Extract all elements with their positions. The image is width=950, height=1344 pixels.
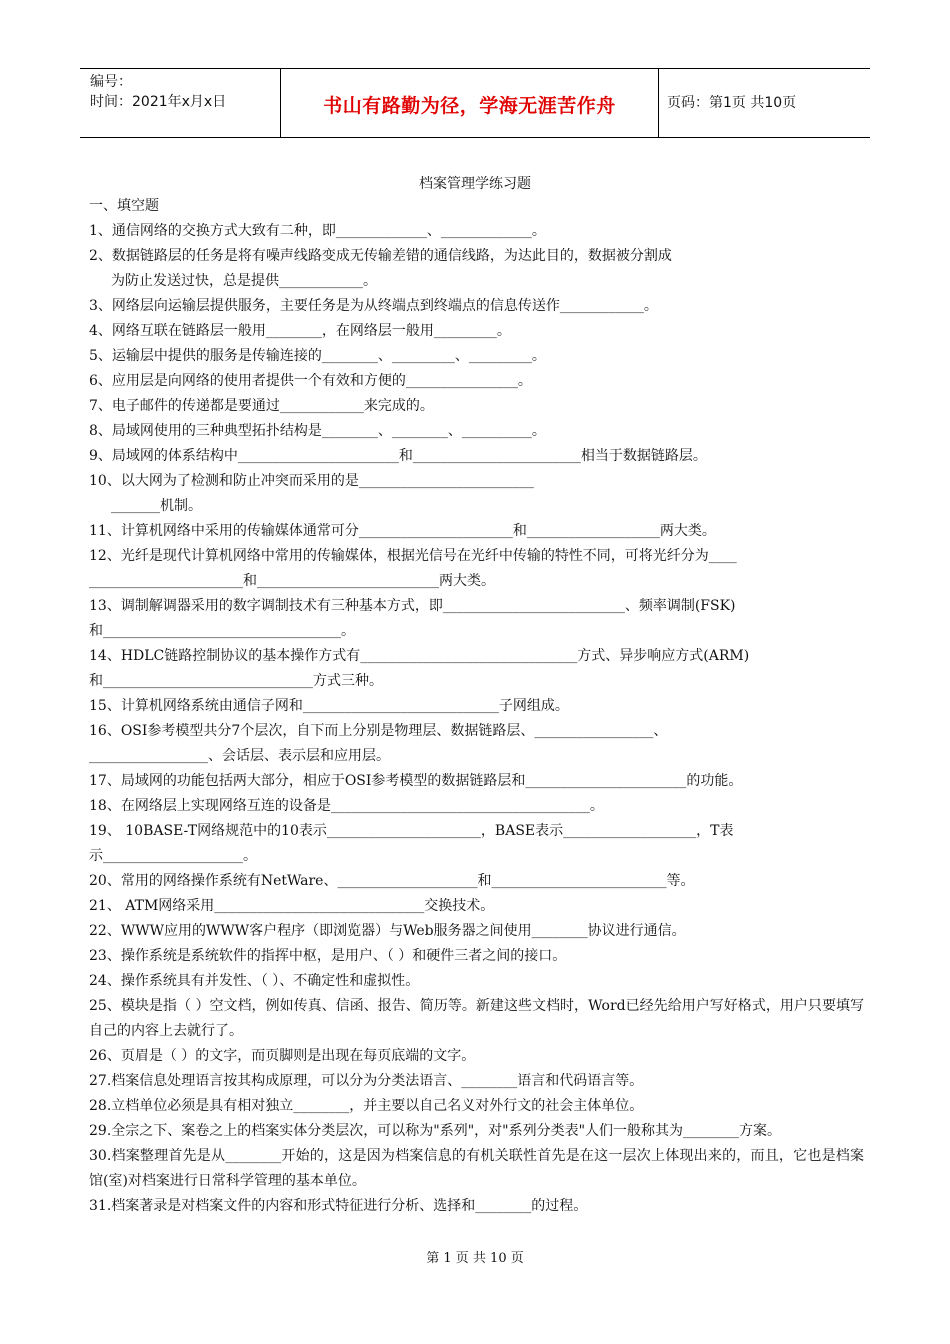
question-item: 18、在网络层上实现网络互连的设备是_____________________________________。 (89, 798, 604, 814)
question-item: 9、局域网的体系结构中_______________________和________________________相当于数据链路层。 (89, 448, 707, 464)
question-item: 29.全宗之下、案卷之上的档案实体分类层次，可以称为"系列"，对"系列分类表"人们一般称其为________方案。 (89, 1123, 782, 1139)
question-item-continuation: ______________________和__________________________两大类。 (89, 573, 495, 589)
question-item: 22、WWW应用的WWW客户程序（即浏览器）与Web服务器之间使用________协议进行通信。 (89, 923, 686, 939)
question-item: 3、网络层向运输层提供服务，主要任务是为从终端点到终端点的信息传送作____________。 (89, 298, 658, 314)
question-item-continuation: 和__________________________________。 (89, 623, 355, 639)
header-meta (80, 69, 280, 137)
question-item: 20、常用的网络操作系统有NetWare、____________________和_________________________等。 (89, 873, 695, 889)
header-page-info: 页码：第1页 共10页 (667, 95, 797, 111)
question-item-continuation: 为防止发送过快，总是提供____________。 (111, 273, 377, 289)
question-item: 16、OSI参考模型共分7个层次，自下而上分别是物理层、数据链路层、_________________、 (89, 723, 668, 739)
question-item: 1、通信网络的交换方式大致有二种，即_____________、_____________。 (89, 223, 546, 239)
question-item-continuation: 和______________________________方式三种。 (89, 673, 383, 689)
question-item: 12、光纤是现代计算机网络中常用的传输媒体，根据光信号在光纤中传输的特性不同，可将光纤分为____ (89, 548, 737, 564)
page-header (80, 68, 870, 138)
question-item: 2、数据链路层的任务是将有噪声线路变成无传输差错的通信线路，为达此目的，数据被分割成 (89, 248, 672, 264)
question-item: 6、应用层是向网络的使用者提供一个有效和方便的________________。 (89, 373, 532, 389)
question-item: 25、模块是指（ ）空文档，例如传真、信函、报告、简历等。新建这些文档时，Word已经先给用户写好格式，用户只要填写自己的内容上去就行了。 (89, 998, 864, 1039)
document-date-label: 时间：2021年x月x日 (90, 94, 227, 110)
question-item: 15、计算机网络系统由通信子网和____________________________子网组成。 (89, 698, 569, 714)
question-item: 31.档案著录是对档案文件的内容和形式特征进行分析、选择和________的过程。 (89, 1198, 588, 1214)
question-item-continuation: 示____________________。 (89, 848, 257, 864)
question-list (89, 194, 864, 1219)
header-motto: 书山有路勤为径，学海无涯苦作舟 (323, 95, 616, 117)
question-item: 5、运输层中提供的服务是传输连接的________、_________、_________。 (89, 348, 546, 364)
question-item: 14、HDLC链路控制协议的基本操作方式有_______________________________方式、异步响应方式(ARM) (89, 648, 750, 664)
header-motto-cell (280, 69, 659, 137)
page-footer: 第 1 页 共 10 页 (426, 1251, 524, 1266)
question-item: 10、以大网为了检测和防止冲突而采用的是_________________________ (89, 473, 534, 489)
question-item: 23、操作系统是系统软件的指挥中枢，是用户、（ ）和硬件三者之间的接口。 (89, 948, 567, 964)
question-item: 13、调制解调器采用的数字调制技术有三种基本方式，即__________________________、频率调制(FSK) (89, 598, 736, 614)
question-item: 4、网络互联在链路层一般用________，在网络层一般用_________。 (89, 323, 511, 339)
question-item: 19、 10BASE-T网络规范中的10表示______________________，BASE表示___________________，T表 (89, 823, 734, 839)
question-item: 30.档案整理首先是从________开始的，这是因为档案信息的有机关联性首先是在这一层次上体现出来的，而且，它也是档案馆(室)对档案进行日常科学管理的基本单位。 (89, 1148, 864, 1189)
question-item: 28.立档单位必须是具有相对独立________，并主要以自己名义对外行文的社会主体单位。 (89, 1098, 644, 1114)
section-heading: 一、填空题 (89, 198, 159, 214)
question-item: 17、局域网的功能包括两大部分，相应于OSI参考模型的数据链路层和_______________________的功能。 (89, 773, 743, 789)
document-number-label: 编号： (90, 74, 132, 90)
question-item: 24、操作系统具有并发性、（ ）、不确定性和虚拟性。 (89, 973, 420, 989)
question-item: 8、局域网使用的三种典型拓扑结构是________、________、__________。 (89, 423, 546, 439)
question-item: 26、页眉是（ ）的文字，而页脚则是出现在每页底端的文字。 (89, 1048, 476, 1064)
question-item: 21、 ATM网络采用______________________________交换技术。 (89, 898, 495, 914)
document-title: 档案管理学练习题 (419, 176, 531, 192)
question-item-continuation: _________________、会话层、表示层和应用层。 (89, 748, 390, 764)
question-item: 11、计算机网络中采用的传输媒体通常可分______________________和___________________两大类。 (89, 523, 716, 539)
question-item-continuation: _______机制。 (111, 498, 202, 514)
question-item: 7、电子邮件的传递都是要通过____________来完成的。 (89, 398, 434, 414)
question-item: 27.档案信息处理语言按其构成原理，可以分为分类法语言、________语言和代码语言等。 (89, 1073, 644, 1089)
